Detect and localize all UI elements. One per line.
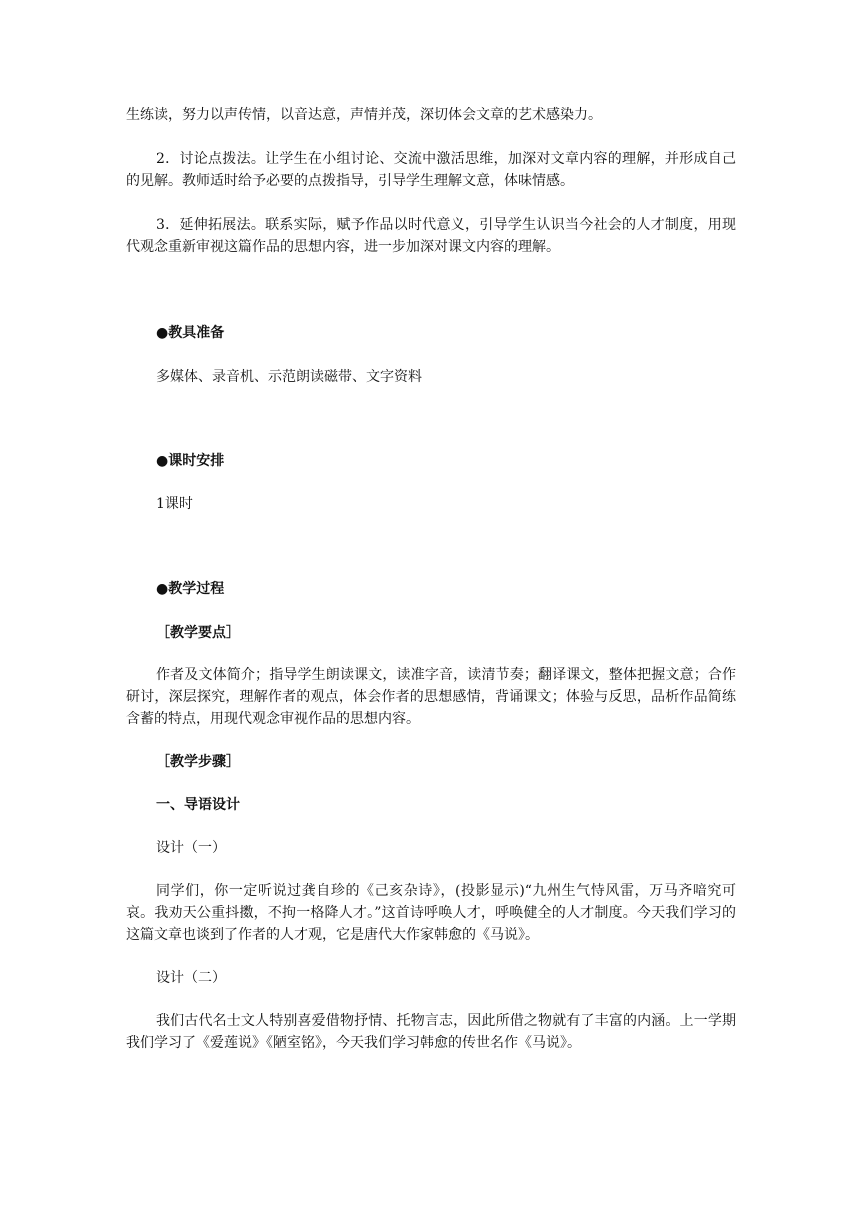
tools-content: 多媒体、录音机、示范朗读磁带、文字资料 — [156, 369, 422, 385]
design-two-text: 我们古代名士文人特别喜爱借物抒情、托物言志，因此所借之物就有了丰富的内涵。上一学期我们学习了《爱莲说》《陋室铭》，今天我们学习韩愈的传世名作《马说》。 — [126, 1013, 736, 1051]
intro-design-heading: 一、导语设计 — [156, 797, 240, 813]
section-heading-schedule: ●课时安排 — [156, 453, 225, 469]
design-two-label: 设计（二） — [156, 970, 226, 986]
paragraph-reading-method-end: 生练读，努力以声传情，以音达意，声情并茂，深切体会文章的艺术感染力。 — [126, 107, 602, 123]
design-one-text: 同学们，你一定听说过龚自珍的《己亥杂诗》，(投影显示)“九州生气恃风雷，万马齐喑究可哀。我劝天公重抖擞，不拘一格降人才。”这首诗呼唤人才，呼唤健全的人才制度。今天我们学习的这篇文章也谈到了作者的人才观，它是唐代大作家韩愈的《马说》。 — [126, 883, 736, 943]
key-points-text: 作者及文体简介；指导学生朗读课文，读准字音，读清节奏；翻译课文，整体把握文意；合作研讨，深层探究，理解作者的观点，体会作者的思想感情，背诵课文；体验与反思，品析作品简练含蓄的特点，用现代观念审视作品的思想内容。 — [126, 667, 736, 727]
key-points-heading: ［教学要点］ — [156, 625, 240, 641]
paragraph-extension-method: 3．延伸拓展法。联系实际，赋予作品以时代意义，引导学生认识当今社会的人才制度，用现代观念重新审视这篇作品的思想内容，进一步加深对课文内容的理解。 — [126, 217, 736, 255]
design-one-label: 设计（一） — [156, 840, 226, 856]
schedule-content: 1课时 — [156, 496, 193, 512]
steps-heading: ［教学步骤］ — [156, 754, 240, 770]
section-heading-process: ●教学过程 — [156, 581, 225, 597]
paragraph-discussion-method: 2．讨论点拨法。让学生在小组讨论、交流中激活思维，加深对文章内容的理解，并形成自己的见解。教师适时给予必要的点拨指导，引导学生理解文意，体味情感。 — [126, 151, 736, 189]
section-heading-tools: ●教具准备 — [156, 325, 225, 341]
